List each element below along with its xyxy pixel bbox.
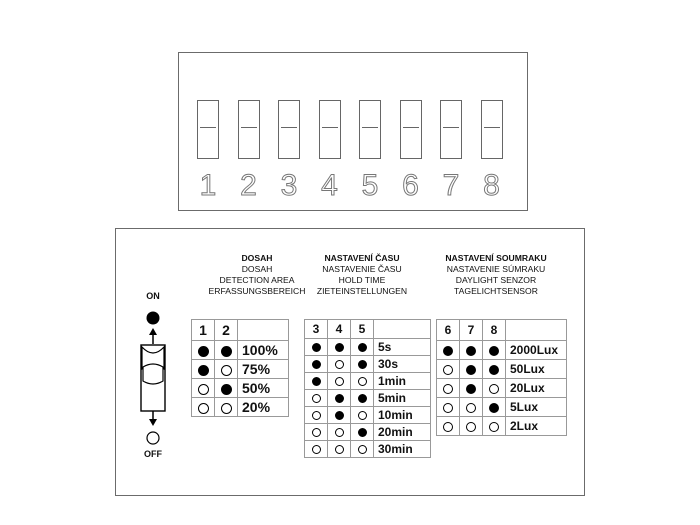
setting-value: 20% <box>238 398 289 417</box>
off-dot-icon <box>335 428 344 437</box>
switch-state-cell <box>192 398 215 417</box>
soumrak-line: DAYLIGHT SENZOR <box>455 275 537 285</box>
setting-value: 30min <box>374 441 431 458</box>
off-dot-icon <box>221 365 232 376</box>
switch-state-cell <box>192 360 215 379</box>
off-dot-icon <box>358 377 367 386</box>
off-dot-icon <box>358 411 367 420</box>
switch-state-cell <box>305 441 328 458</box>
table-row <box>437 398 567 417</box>
table-row <box>305 356 431 373</box>
switch-state-cell <box>305 407 328 424</box>
switch-state-cell <box>328 373 351 390</box>
switch-state-cell <box>483 379 506 398</box>
on-dot-icon <box>489 346 499 356</box>
on-dot-icon <box>489 403 499 413</box>
table-row <box>305 441 431 458</box>
on-dot-icon <box>312 343 321 352</box>
on-label: ON <box>146 291 160 301</box>
setting-value: 20min <box>374 424 431 441</box>
dosah-line: DOSAH <box>241 264 273 274</box>
table-row <box>305 424 431 441</box>
dosah-table <box>191 319 289 417</box>
table-header-row <box>437 320 567 341</box>
off-dot-icon <box>335 377 344 386</box>
dosah-line: ERFASSUNGSBEREICH <box>208 286 306 296</box>
off-dot-icon <box>312 445 321 454</box>
switch-state-cell <box>328 339 351 356</box>
switch-state-cell <box>305 339 328 356</box>
switch-state-cell <box>328 424 351 441</box>
on-dot-icon <box>221 384 232 395</box>
switch-direction-icon <box>134 307 174 467</box>
on-indicator-icon <box>147 312 160 325</box>
cas-line: ZIETEINSTELLUNGEN <box>316 286 408 296</box>
table-row <box>192 379 289 398</box>
switch-state-cell <box>215 379 238 398</box>
off-indicator-icon <box>147 432 159 444</box>
switch-column-header: 7 <box>460 320 483 341</box>
setting-value: 5min <box>374 390 431 407</box>
table-row <box>192 341 289 360</box>
on-dot-icon <box>335 343 344 352</box>
setting-value: 30s <box>374 356 431 373</box>
off-dot-icon <box>312 428 321 437</box>
dip-switch-number: 6 <box>402 169 419 202</box>
down-arrow-icon <box>149 419 157 426</box>
dosah-title: DOSAH <box>241 253 273 263</box>
cas-header <box>302 253 422 297</box>
settings-panel <box>115 228 585 496</box>
off-dot-icon <box>312 394 321 403</box>
switch-state-cell <box>437 341 460 360</box>
setting-value: 1min <box>374 373 431 390</box>
on-dot-icon <box>358 343 367 352</box>
off-dot-icon <box>221 403 232 414</box>
off-dot-icon <box>489 384 499 394</box>
off-dot-icon <box>198 384 209 395</box>
on-dot-icon <box>489 365 499 375</box>
dosah-line: DETECTION AREA <box>219 275 295 285</box>
dip-switch-7 <box>440 100 462 159</box>
dip-switch-number: 2 <box>240 169 257 202</box>
switch-column-header: 8 <box>483 320 506 341</box>
setting-value: 5Lux <box>506 398 567 417</box>
on-dot-icon <box>358 360 367 369</box>
cas-table <box>304 319 431 458</box>
dip-switch-3 <box>278 100 300 159</box>
table-row <box>305 373 431 390</box>
off-dot-icon <box>358 445 367 454</box>
off-dot-icon <box>335 360 344 369</box>
off-label: OFF <box>144 449 162 459</box>
switch-state-cell <box>192 379 215 398</box>
switch-state-cell <box>351 356 374 373</box>
dip-switch-5 <box>359 100 381 159</box>
switch-state-cell <box>460 341 483 360</box>
switch-state-cell <box>351 373 374 390</box>
off-dot-icon <box>443 384 453 394</box>
on-dot-icon <box>466 365 476 375</box>
switch-state-cell <box>437 360 460 379</box>
setting-value: 50% <box>238 379 289 398</box>
switch-state-cell <box>305 424 328 441</box>
table-row <box>305 339 431 356</box>
dip-switch-6 <box>400 100 422 159</box>
switch-column-header: 2 <box>215 320 238 341</box>
switch-column-header: 3 <box>305 320 328 339</box>
dip-switch-number: 4 <box>321 169 338 202</box>
table-row <box>437 379 567 398</box>
soumrak-line: NASTAVENIE SÚMRAKU <box>446 264 546 274</box>
table-row <box>192 398 289 417</box>
slider-knob-icon <box>143 364 163 384</box>
switch-column-header: 5 <box>351 320 374 339</box>
off-dot-icon <box>489 422 499 432</box>
dip-switch-number: 3 <box>280 169 298 202</box>
switch-state-cell <box>328 390 351 407</box>
on-dot-icon <box>358 394 367 403</box>
dip-switch-number: 7 <box>442 169 460 202</box>
table-row <box>437 417 567 436</box>
switch-state-cell <box>215 360 238 379</box>
up-arrow-icon <box>149 328 157 335</box>
switch-state-cell <box>305 390 328 407</box>
switch-state-cell <box>305 356 328 373</box>
switch-state-cell <box>483 417 506 436</box>
cas-line: HOLD TIME <box>338 275 386 285</box>
off-dot-icon <box>198 403 209 414</box>
on-dot-icon <box>198 365 209 376</box>
on-dot-icon <box>466 384 476 394</box>
table-row <box>437 360 567 379</box>
switch-state-cell <box>460 360 483 379</box>
dip-switch-number: 1 <box>199 169 217 202</box>
table-row <box>437 341 567 360</box>
switch-state-cell <box>460 379 483 398</box>
setting-value: 75% <box>238 360 289 379</box>
off-dot-icon <box>443 403 453 413</box>
switch-state-cell <box>483 360 506 379</box>
off-dot-icon <box>466 422 476 432</box>
soumrak-title: NASTAVENÍ SOUMRAKU <box>445 253 547 263</box>
switch-state-cell <box>305 373 328 390</box>
setting-value: 20Lux <box>506 379 567 398</box>
switch-state-cell <box>328 407 351 424</box>
soumrak-line: TAGELICHTSENSOR <box>454 286 538 296</box>
value-column-header <box>374 320 431 339</box>
switch-state-cell <box>351 407 374 424</box>
setting-value: 100% <box>238 341 289 360</box>
setting-value: 5s <box>374 339 431 356</box>
cas-line: NASTAVENIE ČASU <box>322 264 402 274</box>
soumrak-header <box>431 253 561 297</box>
switch-state-cell <box>192 341 215 360</box>
dip-switch-number: 8 <box>483 169 500 202</box>
switch-state-cell <box>328 441 351 458</box>
switch-state-cell <box>483 341 506 360</box>
dip-switch-4 <box>319 100 341 159</box>
on-dot-icon <box>335 394 344 403</box>
switch-state-cell <box>328 356 351 373</box>
dip-switch-1 <box>197 100 219 159</box>
switch-state-cell <box>437 417 460 436</box>
setting-value: 2Lux <box>506 417 567 436</box>
off-dot-icon <box>443 422 453 432</box>
on-dot-icon <box>312 360 321 369</box>
on-dot-icon <box>466 346 476 356</box>
switch-column-header: 1 <box>192 320 215 341</box>
setting-value: 10min <box>374 407 431 424</box>
table-header-row <box>192 320 289 341</box>
on-dot-icon <box>358 428 367 437</box>
off-dot-icon <box>466 403 476 413</box>
off-dot-icon <box>443 365 453 375</box>
soumrak-table <box>436 319 567 436</box>
table-header-row <box>305 320 431 339</box>
on-dot-icon <box>312 377 321 386</box>
on-dot-icon <box>335 411 344 420</box>
value-column-header <box>238 320 289 341</box>
table-row <box>305 390 431 407</box>
switch-state-cell <box>460 417 483 436</box>
off-dot-icon <box>312 411 321 420</box>
switch-column-header: 6 <box>437 320 460 341</box>
switch-column-header: 4 <box>328 320 351 339</box>
on-dot-icon <box>443 346 453 356</box>
switch-state-cell <box>351 390 374 407</box>
switch-state-cell <box>215 398 238 417</box>
on-dot-icon <box>198 346 209 357</box>
dip-switch-2 <box>238 100 260 159</box>
switch-state-cell <box>351 339 374 356</box>
switch-state-cell <box>215 341 238 360</box>
switch-state-cell <box>460 398 483 417</box>
cas-title: NASTAVENÍ ČASU <box>324 253 400 263</box>
value-column-header <box>506 320 567 341</box>
table-row <box>305 407 431 424</box>
switch-state-cell <box>437 398 460 417</box>
dip-switch-number: 5 <box>361 169 379 202</box>
setting-value: 2000Lux <box>506 341 567 360</box>
switch-state-cell <box>437 379 460 398</box>
switch-state-cell <box>351 441 374 458</box>
switch-state-cell <box>351 424 374 441</box>
table-row <box>192 360 289 379</box>
dip-switch-panel <box>178 52 528 211</box>
off-dot-icon <box>335 445 344 454</box>
switch-state-cell <box>483 398 506 417</box>
on-dot-icon <box>221 346 232 357</box>
setting-value: 50Lux <box>506 360 567 379</box>
dip-switch-8 <box>481 100 503 159</box>
